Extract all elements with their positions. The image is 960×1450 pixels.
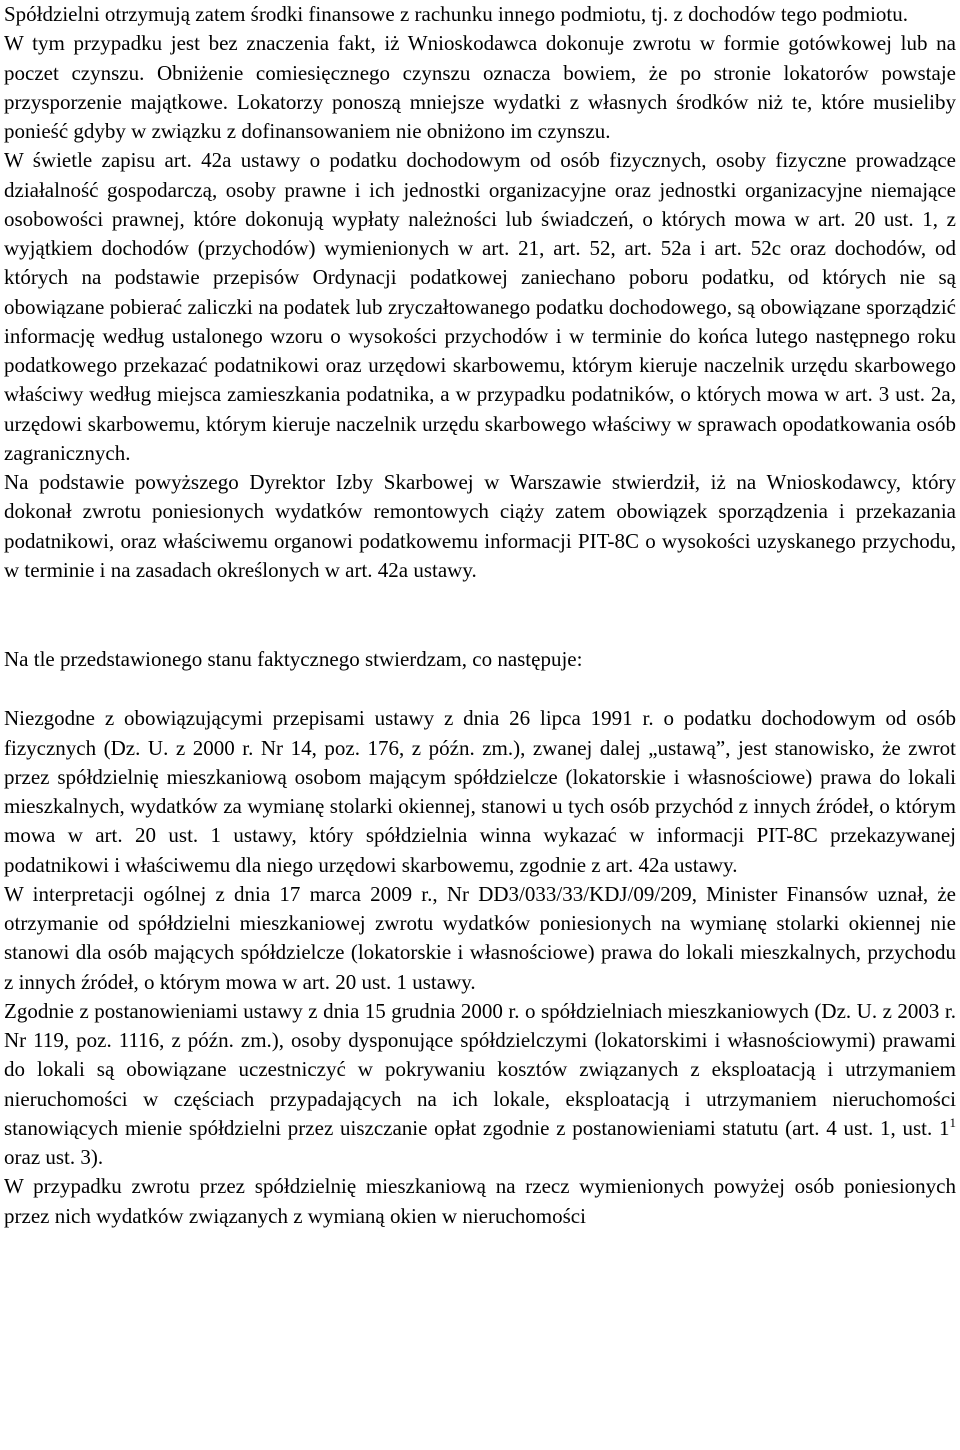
section-heading: Na tle przedstawionego stanu faktycznego stwierdzam, co następuje: <box>4 647 583 671</box>
paragraph-payment-form: W tym przypadku jest bez znaczenia fakt, iż Wnioskodawca dokonuje zwrotu w formie gotówkowej lub na poczet czynszu. Obniżenie comiesięcznego czynszu oznacza bowiem, że po stronie lokatorów powstaje przysporzenie majątkowe. Lokatorzy ponoszą mniejsze wydatki z własnych środków niż te, które musieliby ponieść gdyby w związku z dofinansowaniem nie obniżono im czynszu. <box>4 31 956 143</box>
paragraph-refund-case: W przypadku zwrotu przez spółdzielnię mieszkaniową na rzecz wymienionych powyżej osób poniesionych przez nich wydatków związanych z wymianą okien w nieruchomości <box>4 1174 956 1228</box>
paragraph-cooperative-act <box>4 997 956 1173</box>
superscript-marker: 1 <box>949 1114 956 1130</box>
section-spacer <box>4 674 956 704</box>
section-spacer <box>4 585 956 645</box>
paragraph-assessment: Niezgodne z obowiązującymi przepisami ustawy z dnia 26 lipca 1991 r. o podatku dochodowym od osób fizycznych (Dz. U. z 2000 r. Nr 14, poz. 176, z późn. zm.), zwanej dalej „ustawą”, jest stanowisko, że zwrot przez spółdzielnię mieszkaniową osobom mającym spółdzielcze (lokatorskie i własnościowe) prawa do lokali mieszkalnych, wydatków za wymianę stolarki okiennej, stanowi u tych osób przychód z innych źródeł, o którym mowa w art. 20 ust. 1 ustawy, który spółdzielnia winna wykazać w informacji PIT-8C przekazywanej podatnikowi i właściwemu dla niego urzędowi skarbowemu, zgodnie z art. 42a ustawy. <box>4 706 956 877</box>
paragraph-general-interpretation: W interpretacji ogólnej z dnia 17 marca 2009 r., Nr DD3/033/33/KDJ/09/209, Minister Finansów uznał, że otrzymanie od spółdzielni mieszkaniowej zwrotu wydatków poniesionych na wymianę stolarki okiennej nie stanowi dla osób mających spółdzielcze (lokatorskie i własnościowe) prawa do lokali mieszkalnych, przychodu z innych źródeł, o którym mowa w art. 20 ust. 1 ustawy. <box>4 881 956 994</box>
paragraph-cooperative-act-end: oraz ust. 3). <box>4 1145 104 1169</box>
paragraph-art-42a: W świetle zapisu art. 42a ustawy o podatku dochodowym od osób fizycznych, osoby fizyczne prowadzące działalność gospodarczą, osoby prawne i ich jednostki organizacyjne oraz jednostki organizacyjne niemające osobowości prawnej, które dokonują wypłaty należności lub świadczeń, o których mowa w art. 20 ust. 1, z wyjątkiem dochodów (przychodów) wymienionych w art. 21, art. 52, art. 52a i art. 52c oraz dochodów, od których na podstawie przepisów Ordynacji podatkowej zaniechano poboru podatku, od których nie są obowiązane pobierać zaliczki na podatek lub zryczałtowanego podatku dochodowego, są obowiązane sporządzić informację według ustalonego wzoru o wysokości przychodów i w terminie do końca lutego następnego roku podatkowego przekazać podatnikowi oraz urzędowi skarbowemu, którym kieruje naczelnik urzędu skarbowego właściwy według miejsca zamieszkania podatnika, a w przypadku podatników, o których mowa w art. 3 ust. 2a, urzędowi skarbowemu, którym kieruje naczelnik urzędu skarbowego właściwy w sprawach opodatkowania osób zagranicznych. <box>4 148 956 465</box>
document-page <box>4 0 956 1231</box>
paragraph-cooperative-act-text: Zgodnie z postanowieniami ustawy z dnia 15 grudnia 2000 r. o spółdzielniach mieszkaniowych (Dz. U. z 2003 r. Nr 119, poz. 1116, z późn. zm.), osoby dysponujące spółdzielczymi (lokatorskimi i własnościowymi) prawami do lokali są obowiązane uczestniczyć w pokrywaniu kosztów związanych z eksploatacją i utrzymaniem nieruchomości w częściach przypadających na ich lokale, eksploatacją i utrzymaniem nieruchomości stanowiących mienie spółdzielni przez uiszczanie opłat zgodnie z postanowieniami statutu (art. 4 ust. 1, ust. 1 <box>4 998 956 1140</box>
paragraph-intro: Spółdzielni otrzymują zatem środki finansowe z rachunku innego podmiotu, tj. z dochodów tego podmiotu. <box>4 2 908 26</box>
paragraph-director-position: Na podstawie powyższego Dyrektor Izby Skarbowej w Warszawie stwierdził, iż na Wnioskodawcy, który dokonał zwrotu poniesionych wydatków remontowych ciąży zatem obowiązek sporządzenia i przekazania podatnikowi, oraz właściwemu organowi podatkowemu informacji PIT-8C o wysokości uzyskanego przychodu, w terminie i na zasadach określonych w art. 42a ustawy. <box>4 470 956 582</box>
